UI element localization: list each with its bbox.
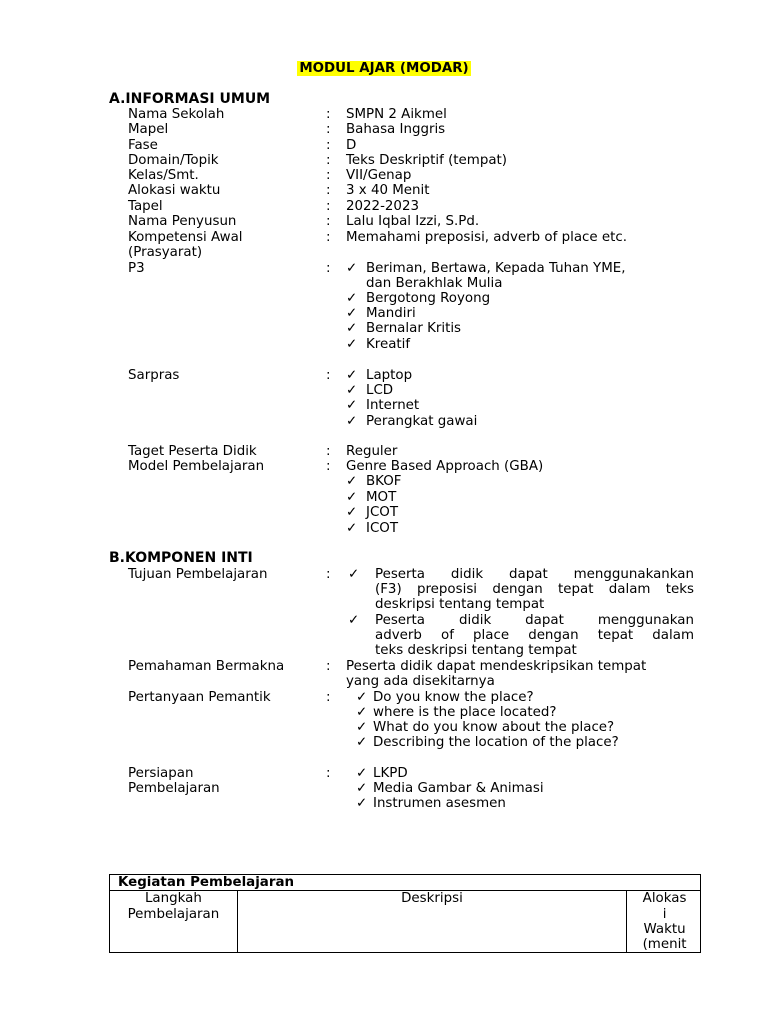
colon: :	[326, 567, 331, 582]
colon: :	[326, 444, 331, 459]
pemahaman-line: Peserta didik dapat mendeskripsikan tempat	[346, 659, 647, 674]
pertanyaan-item: ✓ What do you know about the place?	[356, 720, 615, 735]
persiapan-label-2: Pembelajaran	[128, 781, 220, 796]
tujuan-2-line: adverb of place dengan tepat dalam	[375, 628, 694, 643]
p3-item: ✓ Bernalar Kritis	[346, 321, 462, 336]
model-item: ✓ MOT	[346, 490, 397, 505]
check-icon: ✓	[356, 705, 368, 720]
colon: :	[326, 230, 331, 245]
sarpras-item: ✓ Internet	[346, 398, 420, 413]
target-label: Taget Peserta Didik	[128, 444, 257, 459]
pertanyaan-item: ✓ Do you know the place?	[356, 690, 534, 705]
check-icon: ✓	[346, 490, 358, 505]
section-a-heading: A.INFORMASI UMUM	[109, 91, 271, 107]
tujuan-1-line: (F3) preposisi dengan tepat dalam teks	[375, 582, 694, 597]
colon: :	[326, 138, 331, 153]
persiapan-item: ✓ Media Gambar & Animasi	[356, 781, 544, 796]
colon: :	[326, 168, 331, 183]
colon: :	[326, 261, 331, 276]
pemahaman-label: Pemahaman Bermakna	[128, 659, 285, 674]
colon: :	[326, 153, 331, 168]
kompetensi-label-2: (Prasyarat)	[128, 245, 203, 260]
check-icon: ✓	[346, 337, 358, 352]
sarpras-item: ✓ Laptop	[346, 368, 413, 383]
model-value: Genre Based Approach (GBA)	[346, 459, 544, 474]
check-icon: ✓	[346, 521, 358, 536]
model-item: ✓ BKOF	[346, 474, 402, 489]
tujuan-label: Tujuan Pembelajaran	[128, 567, 268, 582]
check-icon: ✓	[346, 306, 358, 321]
p3-item: ✓ Kreatif	[346, 337, 411, 352]
document-title: MODUL AJAR (MODAR)	[299, 61, 469, 76]
check-icon: ✓	[356, 796, 368, 811]
check-icon: ✓	[346, 505, 358, 520]
colon: :	[326, 122, 331, 137]
column-alokasi: Alokas i Waktu (menit	[627, 891, 701, 953]
model-item: ✓ ICOT	[346, 521, 399, 536]
penyusun-value: Lalu Iqbal Izzi, S.Pd.	[346, 214, 480, 229]
model-label: Model Pembelajaran	[128, 459, 265, 474]
colon: :	[326, 459, 331, 474]
pertanyaan-label: Pertanyaan Pemantik	[128, 690, 271, 705]
table-header: Kegiatan Pembelajaran	[110, 875, 701, 891]
alokasi-label: Alokasi waktu	[128, 183, 221, 198]
check-icon: ✓	[348, 567, 360, 582]
persiapan-item: ✓ LKPD	[356, 766, 408, 781]
check-icon: ✓	[348, 613, 360, 628]
kegiatan-table	[109, 874, 701, 953]
check-icon: ✓	[346, 321, 358, 336]
check-icon: ✓	[346, 474, 358, 489]
persiapan-label: Persiapan	[128, 766, 194, 781]
section-b-heading: B.KOMPONEN INTI	[109, 550, 253, 566]
tujuan-1-line: Peserta didik dapat menggunakankan	[375, 567, 694, 582]
kompetensi-value: Memahami preposisi, adverb of place etc.	[346, 230, 627, 245]
check-icon: ✓	[346, 261, 358, 276]
column-deskripsi: Deskripsi	[237, 891, 626, 953]
kompetensi-label: Kompetensi Awal	[128, 230, 243, 245]
colon: :	[326, 214, 331, 229]
kelas-label: Kelas/Smt.	[128, 168, 199, 183]
nama-sekolah-label: Nama Sekolah	[128, 107, 225, 122]
p3-item: ✓ Bergotong Royong	[346, 291, 491, 306]
p3-item: ✓ Beriman, Bertawa, Kepada Tuhan YME,	[346, 261, 626, 276]
check-icon: ✓	[346, 368, 358, 383]
check-icon: ✓	[346, 383, 358, 398]
persiapan-item: ✓ Instrumen asesmen	[356, 796, 506, 811]
mapel-label: Mapel	[128, 122, 169, 137]
mapel-value: Bahasa Inggris	[346, 122, 446, 137]
check-icon: ✓	[356, 766, 368, 781]
tapel-label: Tapel	[128, 199, 163, 214]
kelas-value: VII/Genap	[346, 168, 412, 183]
check-icon: ✓	[356, 690, 368, 705]
fase-value: D	[346, 138, 357, 153]
domain-value: Teks Deskriptif (tempat)	[346, 153, 508, 168]
pertanyaan-item: ✓ Describing the location of the place?	[356, 735, 619, 750]
p3-item: ✓ Mandiri	[346, 306, 416, 321]
p3-label: P3	[128, 261, 145, 276]
colon: :	[326, 199, 331, 214]
colon: :	[326, 690, 331, 705]
colon: :	[326, 766, 331, 781]
colon: :	[326, 659, 331, 674]
tapel-value: 2022-2023	[346, 199, 419, 214]
pertanyaan-item: ✓ where is the place located?	[356, 705, 557, 720]
nama-sekolah-value: SMPN 2 Aikmel	[346, 107, 447, 122]
sarpras-label: Sarpras	[128, 368, 180, 383]
check-icon: ✓	[346, 398, 358, 413]
check-icon: ✓	[346, 291, 358, 306]
pemahaman-line: yang ada disekitarnya	[346, 674, 495, 689]
check-icon: ✓	[356, 720, 368, 735]
alokasi-value: 3 x 40 Menit	[346, 183, 430, 198]
check-icon: ✓	[346, 414, 358, 429]
model-item: ✓ JCOT	[346, 505, 399, 520]
check-icon: ✓	[356, 781, 368, 796]
colon: :	[326, 368, 331, 383]
p3-item-continued: dan Berakhlak Mulia	[366, 276, 503, 291]
column-langkah: Langkah Pembelajaran	[110, 891, 238, 953]
domain-label: Domain/Topik	[128, 153, 219, 168]
tujuan-2-line: teks deskripsi tentang tempat	[375, 643, 577, 658]
colon: :	[326, 183, 331, 198]
table-header-row	[110, 875, 701, 891]
colon: :	[326, 107, 331, 122]
check-icon: ✓	[356, 735, 368, 750]
sarpras-item: ✓ LCD	[346, 383, 394, 398]
tujuan-2-line: Peserta didik dapat menggunakan	[375, 613, 694, 628]
table-column-row	[110, 891, 701, 953]
fase-label: Fase	[128, 138, 158, 153]
sarpras-item: ✓ Perangkat gawai	[346, 414, 478, 429]
tujuan-1-line: deskripsi tentang tempat	[375, 597, 545, 612]
target-value: Reguler	[346, 444, 398, 459]
penyusun-label: Nama Penyusun	[128, 214, 237, 229]
